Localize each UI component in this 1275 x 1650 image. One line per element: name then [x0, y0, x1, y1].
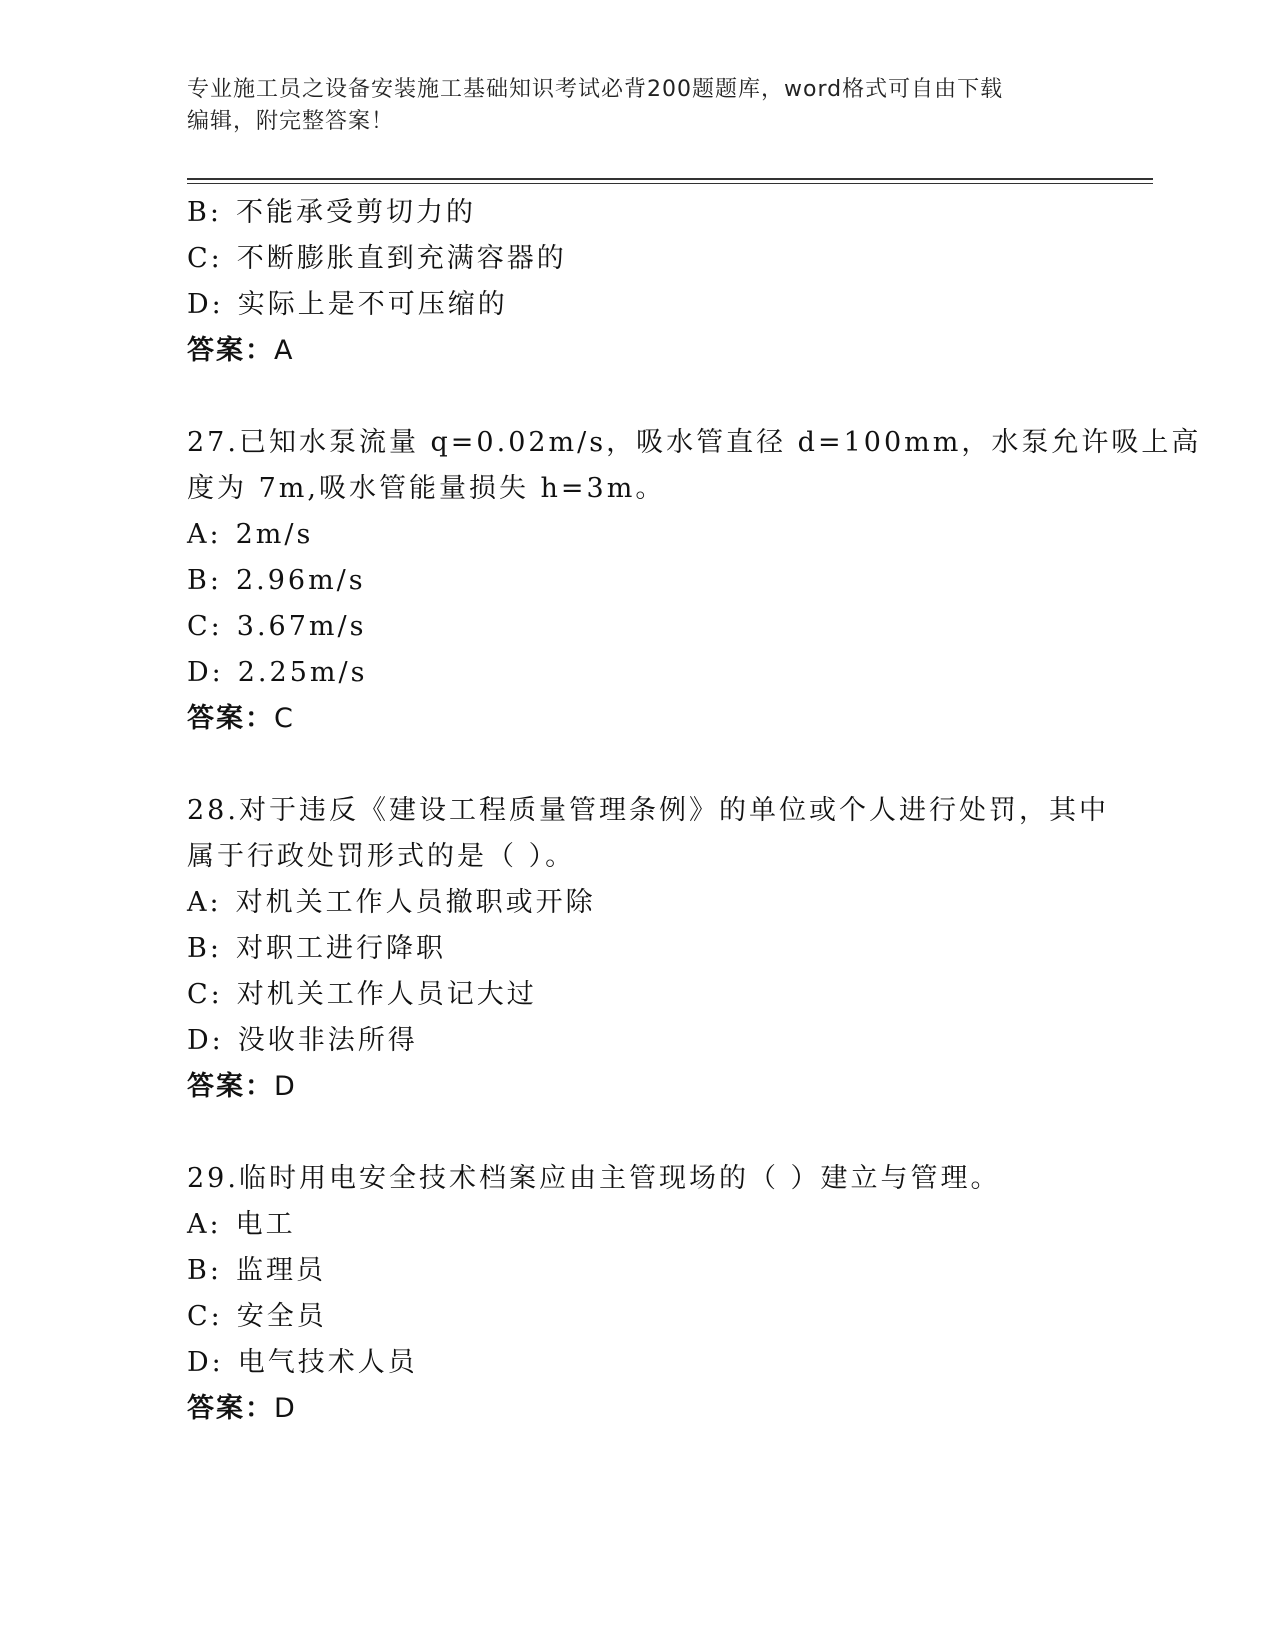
question-list [187, 190, 1202, 1432]
answer-line [187, 328, 1087, 374]
option-text: 2.25m/s [237, 657, 368, 688]
option-a [187, 512, 1087, 558]
answer-label: 答案： [187, 335, 274, 366]
answer-value: D [274, 1071, 297, 1102]
option-key: A: [187, 1209, 222, 1240]
option-text: 2.96m/s [235, 565, 366, 596]
option-c [187, 236, 1087, 282]
question-block-27 [187, 420, 1202, 742]
option-key: D: [187, 1025, 224, 1056]
option-key: D: [187, 657, 224, 688]
option-text: 3.67m/s [236, 611, 367, 642]
option-key: D: [187, 289, 224, 320]
option-a [187, 880, 1087, 926]
question-block-continued [187, 190, 1087, 374]
answer-value: D [274, 1393, 297, 1424]
option-c [187, 972, 1087, 1018]
option-b [187, 558, 1087, 604]
option-d [187, 282, 1087, 328]
option-key: B: [187, 565, 222, 596]
option-b [187, 190, 1087, 236]
option-text: 不断膨胀直到充满容器的 [236, 243, 567, 274]
option-key: C: [187, 979, 223, 1010]
question-stem: 27.已知水泵流量 q=0.02m/s，吸水管直径 d=100mm，水泵允许吸上高 [187, 427, 1202, 458]
option-key: A: [187, 519, 222, 550]
header-divider [187, 178, 1153, 180]
answer-value: A [274, 335, 295, 366]
spacer [187, 374, 1087, 420]
option-text: 对机关工作人员撤职或开除 [235, 887, 596, 918]
option-d [187, 1018, 1087, 1064]
option-text: 对机关工作人员记大过 [236, 979, 537, 1010]
option-d [187, 1340, 1087, 1386]
option-key: B: [187, 197, 222, 228]
option-text: 实际上是不可压缩的 [237, 289, 508, 320]
option-key: C: [187, 243, 223, 274]
option-text: 电气技术人员 [237, 1347, 418, 1378]
answer-label: 答案： [187, 1393, 274, 1424]
question-stem: 28.对于违反《建设工程质量管理条例》的单位或个人进行处罚，其中 [187, 795, 1109, 826]
answer-line [187, 696, 1087, 742]
option-text: 不能承受剪切力的 [235, 197, 476, 228]
answer-label: 答案： [187, 703, 274, 734]
document-header [187, 74, 1087, 138]
option-text: 电工 [235, 1209, 296, 1240]
answer-line [187, 1064, 1087, 1110]
question-stem: 29.临时用电安全技术档案应由主管现场的（ ）建立与管理。 [187, 1163, 1001, 1194]
answer-label: 答案： [187, 1071, 274, 1102]
question-stem-continued: 度为 7m,吸水管能量损失 h=3m。 [187, 473, 666, 504]
option-c [187, 1294, 1087, 1340]
question-stem-continued: 属于行政处罚形式的是（ ）。 [187, 841, 576, 872]
option-text: 没收非法所得 [237, 1025, 418, 1056]
spacer [187, 742, 1087, 788]
option-b [187, 1248, 1087, 1294]
option-text: 2m/s [235, 519, 314, 550]
option-a [187, 1202, 1087, 1248]
header-title-line-1: 专业施工员之设备安装施工基础知识考试必背200题题库，word格式可自由下载 [187, 77, 1004, 102]
option-b [187, 926, 1087, 972]
option-key: C: [187, 611, 223, 642]
option-key: C: [187, 1301, 223, 1332]
option-key: B: [187, 933, 222, 964]
answer-value: C [274, 703, 295, 734]
header-title-line-2: 编辑，附完整答案！ [187, 109, 395, 134]
question-block-28 [187, 788, 1109, 1110]
option-c [187, 604, 1087, 650]
option-text: 安全员 [236, 1301, 327, 1332]
header-divider-thin [187, 183, 1153, 184]
spacer [187, 1110, 1087, 1156]
option-text: 对职工进行降职 [235, 933, 446, 964]
option-key: D: [187, 1347, 224, 1378]
answer-line [187, 1386, 1087, 1432]
option-key: B: [187, 1255, 222, 1286]
option-d [187, 650, 1087, 696]
option-text: 监理员 [235, 1255, 326, 1286]
option-key: A: [187, 887, 222, 918]
question-block-29 [187, 1156, 1087, 1432]
